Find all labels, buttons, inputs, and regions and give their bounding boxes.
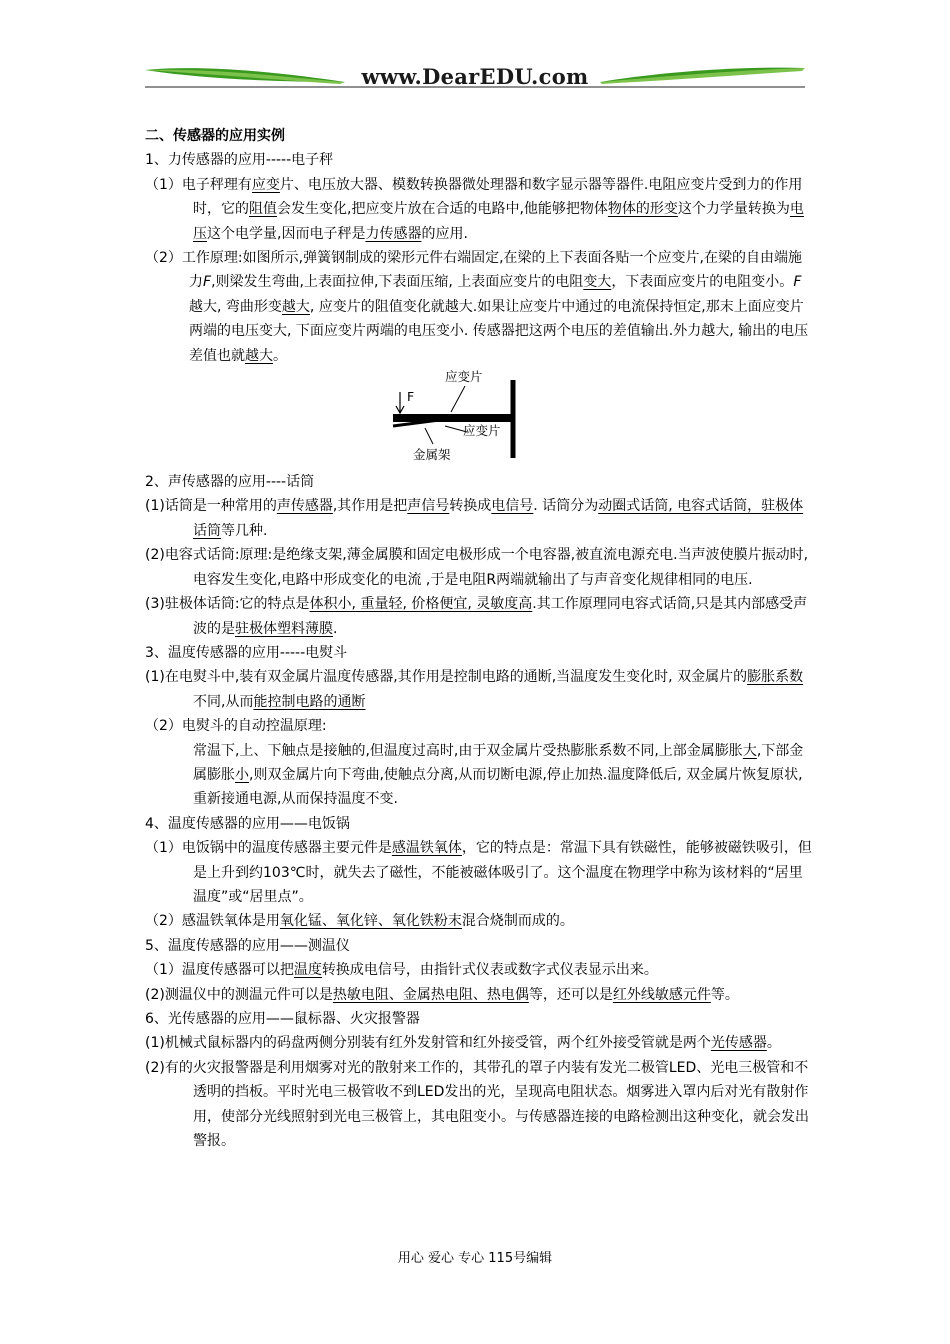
s3-paragraph-2: （2）电熨斗的自动控温原理: xyxy=(145,718,327,735)
site-header xyxy=(140,58,810,98)
page-footer: 用心 爱心 专心 115号编辑 xyxy=(397,1251,553,1266)
s1-paragraph-2: （2）工作原理:如图所示,弹簧钢制成的梁形元件右端固定,在梁的上下表面各贴一个应变片,在梁的自由端施力F,则梁发生弯曲,上表面拉伸,下表面压缩, 上表面应变片的电阻变大，下表面应变片的电阻变小。F越大, 弯曲形变越大, 应变片的阻值变化就越大.如果让应变片中通过的电流保持恒定,那末上面应变片两端的电压变大, 下面应变片两端的电压变小. 传感器把这两个电压的差值输出.外力越大, 输出的电压差值也就越大。 xyxy=(145,250,809,364)
s4-paragraph-1: （1）电饭锅中的温度传感器主要元件是感温铁氧体，它的特点是：常温下具有铁磁性，能够被磁铁吸引，但是上升到约103℃时，就失去了磁性，不能被磁体吸引了。这个温度在物理学中称为该材料的“居里温度”或“居里点”。 xyxy=(145,840,812,905)
metal-frame-label: 金属架 xyxy=(413,447,451,463)
s3-title: 3、温度传感器的应用-----电熨斗 xyxy=(145,644,348,661)
force-label: F xyxy=(407,389,415,405)
s4-paragraph-2: （2）感温铁氧体是用氧化锰、氧化锌、氧化铁粉末混合烧制而成的。 xyxy=(145,913,574,930)
s1-paragraph-1: （1）电子秤理有应变片、电压放大器、模数转换器微处理器和数字显示器等器件.电阻应变片受到力的作用时，它的阻值会发生变化,把应变片放在合适的电路中,他能够把物体物体的形变这个力学量转换为电压这个电学量,因而电子秤是力传感器的应用. xyxy=(145,176,804,242)
site-url: www.DearEDU.com xyxy=(361,64,589,89)
s2-title: 2、声传感器的应用----话筒 xyxy=(145,474,315,491)
s5-paragraph-2: (2)测温仪中的测温元件可以是热敏电阻、金属热电阻、热电偶等，还可以是红外线敏感元件等。 xyxy=(145,986,739,1003)
main-content xyxy=(145,124,813,1153)
beam-diagram xyxy=(145,370,813,466)
s3-paragraph-1: (1)在电熨斗中,装有双金属片温度传感器,其作用是控制电路的通断,当温度发生变化时, 双金属片的膨胀系数不同,从而能控制电路的通断 xyxy=(145,669,804,710)
s3-paragraph-3: 常温下,上、下触点是接触的,但温度过高时,由于双金属片受热膨胀系数不同,上部金属膨胀大,下部金属膨胀小,则双金属片向下弯曲,使触点分离,从而切断电源,停止加热.温度降低后, 双金属片恢复原状,重新接通电源,从而保持温度不变. xyxy=(193,742,804,808)
section-title: 二、传感器的应用实例 xyxy=(145,128,285,144)
s1-title: 1、力传感器的应用-----电子秤 xyxy=(145,152,334,169)
s2-paragraph-3: (3)驻极体话筒:它的特点是体积小, 重量轻, 价格便宜, 灵敏度高.其工作原理同电容式话筒,只是其内部感受声波的是驻极体塑料薄膜. xyxy=(145,596,808,637)
s2-paragraph-1: (1)话筒是一种常用的声传感器,其作用是把声信号转换成电信号. 话筒分为动圈式话筒, 电容式话筒，驻极体话筒等几种. xyxy=(145,498,804,539)
strain-gauge-label-top: 应变片 xyxy=(445,369,483,385)
s4-title: 4、温度传感器的应用——电饭锅 xyxy=(145,815,350,832)
s6-paragraph-2: (2)有的火灾报警器是利用烟雾对光的散射来工作的，其带孔的罩子内装有发光二极管LED、光电三极管和不透明的挡板。平时光电三极管收不到LED发出的光，呈现高电阻状态。烟雾进入罩内后对光有散射作用，使部分光线照射到光电三极管上，其电阻变小。与传感器连接的电路检测出这种变化，就会发出警报。 xyxy=(145,1059,809,1150)
strain-gauge-label-bottom: 应变片 xyxy=(463,423,501,439)
s5-title: 5、温度传感器的应用——测温仪 xyxy=(145,937,350,954)
s6-paragraph-1: (1)机械式鼠标器内的码盘两侧分别装有红外发射管和红外接受管，两个红外接受管就是两个光传感器。 xyxy=(145,1035,781,1052)
s2-paragraph-2: (2)电容式话筒:原理:是绝缘支架,薄金属膜和固定电极形成一个电容器,被直流电源充电.当声波使膜片振动时,电容发生变化,电路中形成变化的电流 ,于是电阻R两端就输出了与声音变化规律相同的电压. xyxy=(145,547,809,588)
s6-title: 6、光传感器的应用——鼠标器、火灾报警器 xyxy=(145,1011,420,1027)
beam-diagram-graphic xyxy=(385,370,525,466)
s5-paragraph-1: （1）温度传感器可以把温度转换成电信号，由指针式仪表或数字式仪表显示出来。 xyxy=(145,962,658,979)
